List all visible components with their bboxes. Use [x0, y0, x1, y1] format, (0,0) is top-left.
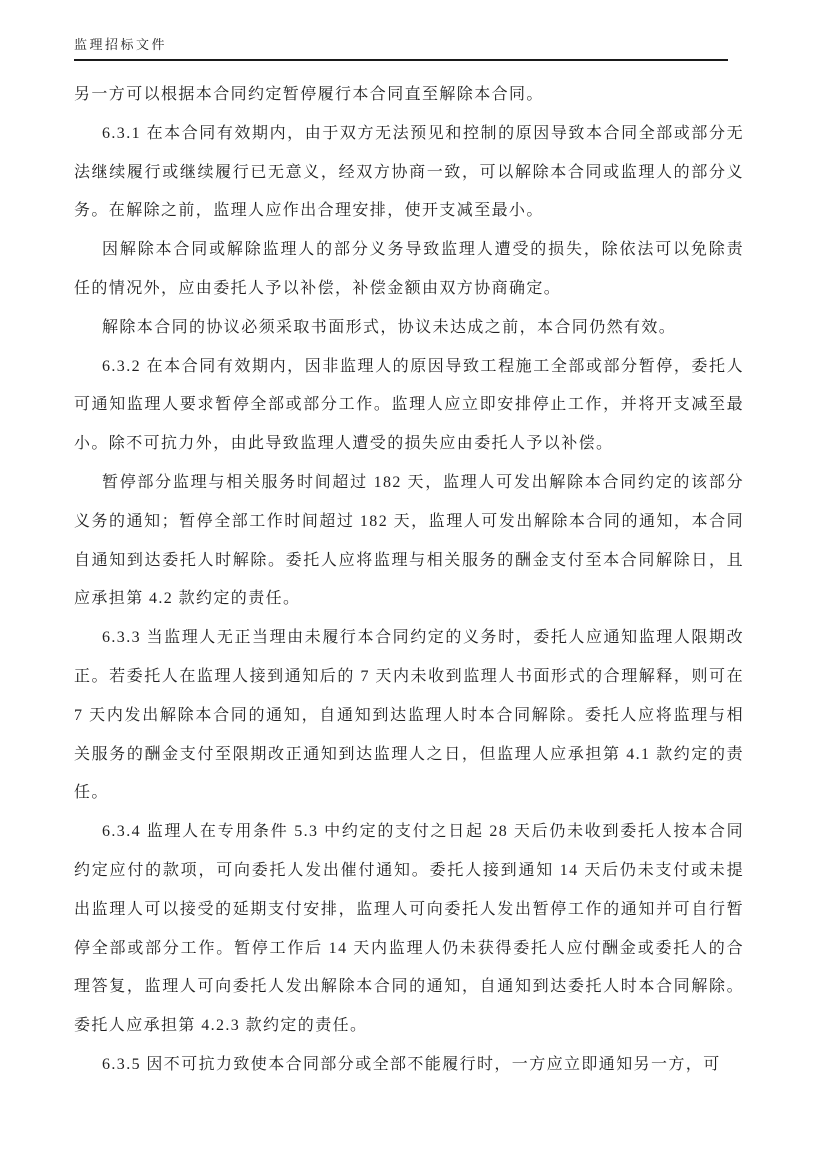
paragraph-clause-6-3-3: 6.3.3 当监理人无正当理由未履行本合同约定的义务时，委托人应通知监理人限期改正。若委托人在监理人接到通知后的 7 天内未收到监理人书面形式的合理解释，则可在 7 天内发出解除本合同的通知，自通知到达监理人时本合同解除。委托人应将监理与相关服务的酬金支付至限期改正通知到达监理人之日，但监理人应承担第 4.1 款约定的责任。 [74, 629, 744, 802]
paragraph-clause-6-3-4: 6.3.4 监理人在专用条件 5.3 中约定的支付之日起 28 天后仍未收到委托人按本合同约定应付的款项，可向委托人发出催付通知。委托人接到通知 14 天后仍未支付或未提出监理人可以接受的延期支付安排，监理人可向委托人发出暂停工作的通知并可自行暂停全部或部分工作。暂停工作后 14 天内监理人仍未获得委托人应付酬金或委托人的合理答复，监理人可向委托人发出解除本合同的通知，自通知到达委托人时本合同解除。委托人应承担第 4.2.3 款约定的责任。 [74, 823, 744, 1035]
paragraph-clause-6-3-5: 6.3.5 因不可抗力致使本合同部分或全部不能履行时，一方应立即通知另一方，可 [102, 1055, 721, 1073]
paragraph-clause-6-3-1-written-form: 解除本合同的协议必须采取书面形式，协议未达成之前，本合同仍然有效。 [102, 318, 677, 336]
paragraph-clause-6-3-1-compensation: 因解除本合同或解除监理人的部分义务导致监理人遭受的损失，除依法可以免除责任的情况外，应由委托人予以补偿，补偿金额由双方协商确定。 [74, 241, 744, 297]
paragraph-clause-6-3-1: 6.3.1 在本合同有效期内，由于双方无法预见和控制的原因导致本合同全部或部分无法继续履行或继续履行已无意义，经双方协商一致，可以解除本合同或监理人的部分义务。在解除之前，监理人应作出合理安排，使开支减至最小。 [74, 124, 744, 220]
paragraph-clause-6-3-2: 6.3.2 在本合同有效期内，因非监理人的原因导致工程施工全部或部分暂停，委托人可通知监理人要求暂停全部或部分工作。监理人应立即安排停止工作，并将开支减至最小。除不可抗力外，由此导致监理人遭受的损失应由委托人予以补偿。 [74, 357, 744, 453]
paragraph-continuation-line: 另一方可以根据本合同约定暂停履行本合同直至解除本合同。 [74, 86, 544, 103]
page-header-title: 监理招标文件 [74, 37, 168, 52]
page-header [74, 36, 728, 61]
document-body [74, 76, 744, 1085]
paragraph-clause-6-3-2-suspension-182-days: 暂停部分监理与相关服务时间超过 182 天，监理人可发出解除本合同约定的该部分义务的通知；暂停全部工作时间超过 182 天，监理人可发出解除本合同的通知，本合同自通知到达委托人时解除。委托人应将监理与相关服务的酬金支付至本合同解除日，且应承担第 4.2 款约定的责任。 [74, 473, 744, 608]
